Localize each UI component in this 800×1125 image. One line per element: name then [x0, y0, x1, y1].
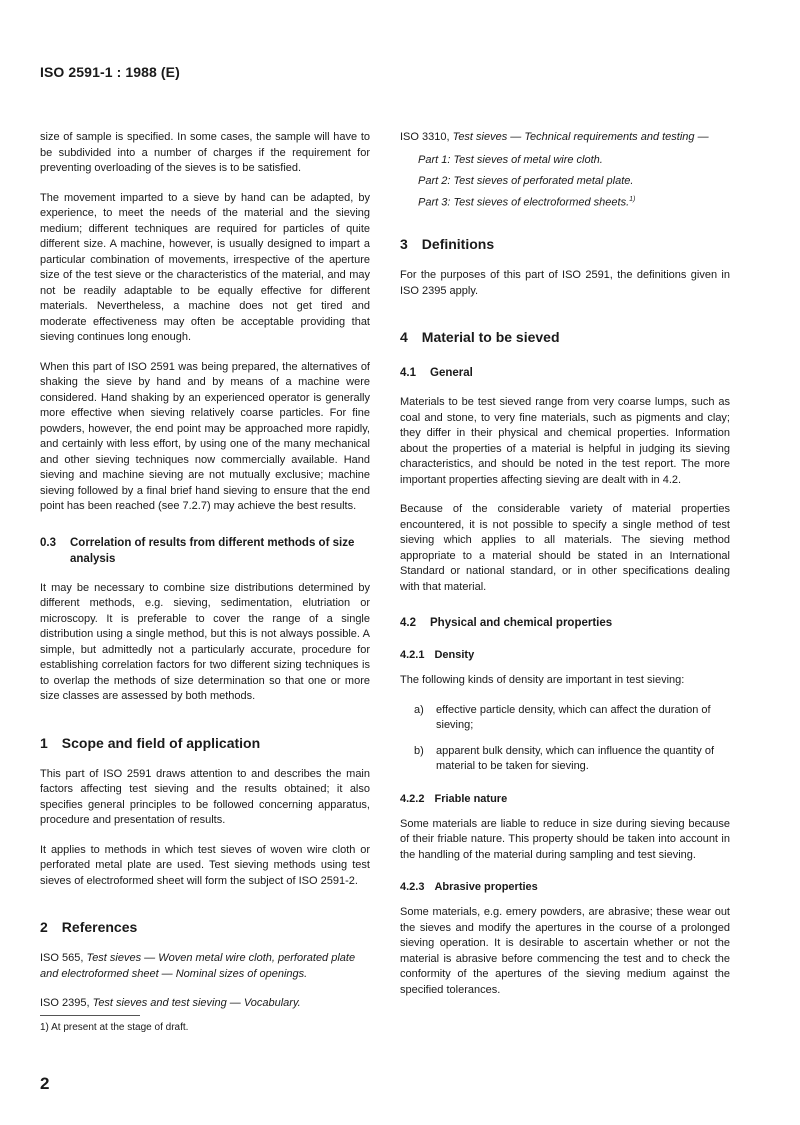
right-column [400, 130, 730, 1012]
section-heading-1 [40, 735, 370, 751]
reference-part: Part 1: Test sieves of metal wire cloth. [418, 153, 603, 166]
list-text: effective particle density, which can affect the duration of sieving; [436, 703, 711, 732]
reference-code: ISO 565, [40, 952, 84, 964]
list-label: a) [414, 703, 424, 716]
section-number: 1 [40, 734, 48, 751]
section-title: General [430, 367, 473, 380]
list-item [414, 703, 730, 734]
page-number: 2 [40, 1074, 50, 1093]
reference-parts [418, 154, 730, 209]
reference-title: Test sieves and test sieving — Vocabulary. [92, 997, 301, 1009]
reference-item [40, 996, 370, 1012]
section-number: 4.2.3 [400, 881, 425, 894]
reference-part-text: Part 3: Test sieves of electroformed sheets. [418, 196, 630, 209]
section-heading-4-2-3 [400, 881, 730, 893]
reference-code: ISO 3310, [400, 131, 450, 143]
paragraph: It may be necessary to combine size distributions determined by different methods, e.g. sieving, sedimentation, elutriation or microscopy. It is preferable to cover the range of a single distribution using a single method, but this is not always possible. A simple, but admittedly not a particularly accurate, procedure for establishing correlation factors for two different sizing techniques is to overlap the methods of size determination so that one or more size classes are assessed by both methods. [40, 581, 370, 702]
paragraph: The movement imparted to a sieve by hand can be adapted, by experience, to meet the needs of the material and the sieving medium; different techniques are required for particles of quite different size. A machine, however, is usually designed to impart a particular combination of movements, irrespective of the aperture size of the test sieve or the characteristics of the material, and may not be readily adaptable to be equally effective for different materials. Nevertheless, a machine does not get tired and moderate effectiveness may often be acceptable providing that sieving continues long enough. [40, 191, 370, 343]
footnote: 1) At present at the stage of draft. [40, 1022, 189, 1033]
reference-item [40, 951, 370, 982]
section-heading-3 [400, 236, 730, 252]
paragraph: Materials to be test sieved range from very coarse lumps, such as coal and stone, to very fine materials, such as pigments and clay; they differ in their physical and chemical properties. Information about the properties of a material is helpful in judging its sieving characteristics, and should be noted in the test report. The more important properties affecting sieving are dealt with in 4.2. [400, 396, 730, 486]
section-title: Material to be sieved [421, 329, 560, 346]
paragraph: Some materials, e.g. emery powders, are abrasive; these wear out the sieves and modify the apertures in the course of a prolonged sieving operation. It is desirable to ascertain whether or not the material is abrasive before commencing the test and to check the conformity of the apertures of the sieving medium against the specified tolerances. [400, 906, 730, 996]
section-title: Scope and field of application [61, 734, 261, 751]
reference-item [400, 130, 730, 146]
section-heading-4-2-1 [400, 649, 730, 661]
section-title: References [61, 919, 138, 935]
section-title: Density [434, 649, 475, 662]
section-number: 4.2.2 [400, 792, 425, 805]
section-title: Physical and chemical properties [430, 617, 613, 630]
paragraph: This part of ISO 2591 draws attention to and describes the main factors affecting test sieving and the results obtained; it also specifies general principles to be followed concerning apparatus, procedure and presentation of results. [40, 767, 370, 826]
paragraph: It applies to methods in which test sieves of woven wire cloth or perforated metal plate are used. Test sieving methods using test sieves of electroformed sheet will form the subject of ISO 2591-2. [40, 843, 370, 887]
section-title: Abrasive properties [434, 881, 538, 894]
paragraph: For the purposes of this part of ISO 2591, the definitions given in ISO 2395 apply. [400, 269, 730, 297]
paragraph: When this part of ISO 2591 was being prepared, the alternatives of shaking the sieve by hand and by means of a machine were considered. Hand shaking by an experienced operator is generally more effective when sieving relatively coarse particles. For fine powders, however, the end point may be approached more rapidly, and certainly with less effort, by using one of the many mechanical and other sieving techniques now commercially available. Hand sieving and machine sieving are not mutually exclusive; machine sieving followed by a final brief hand sieving to ensure that the end point has been reached (see 7.2.7) may achieve the best results. [40, 360, 370, 512]
section-number: 0.3 [40, 536, 56, 549]
footnote-divider [40, 1015, 140, 1016]
page-header: ISO 2591-1 : 1988 (E) [40, 64, 180, 80]
section-title: Friable nature [434, 792, 508, 805]
reference-part: Part 2: Test sieves of perforated metal plate. [418, 174, 634, 187]
reference-part [418, 196, 730, 209]
section-heading-0-3 [40, 535, 370, 567]
section-title: Definitions [421, 236, 495, 253]
section-number: 4.2 [400, 617, 416, 630]
section-number: 4.2.1 [400, 649, 425, 662]
reference-title: Test sieves — Technical requirements and testing — [452, 131, 709, 143]
paragraph: Some materials are liable to reduce in size during sieving because of their friable nature. This property should be taken into account in the handling of the material during sampling and test sieving. [400, 817, 730, 861]
section-number: 4 [400, 329, 408, 346]
section-heading-2 [40, 919, 370, 935]
section-number: 2 [40, 919, 48, 935]
reference-title: Test sieves — Woven metal wire cloth, perforated plate and electroformed sheet — Nominal sizes of openings. [40, 952, 356, 980]
section-heading-4 [400, 329, 730, 345]
left-column [40, 130, 370, 1026]
section-heading-4-2-2 [400, 793, 730, 805]
reference-code: ISO 2395, [40, 997, 90, 1009]
section-title: Correlation of results from different methods of size analysis [70, 536, 355, 565]
paragraph: size of sample is specified. In some cases, the sample will have to be subdivided into a number of charges if the requirement for preventing overloading of the sieves is to be satisfied. [40, 131, 370, 174]
list-label: b) [414, 744, 424, 757]
list-item [414, 744, 730, 775]
paragraph: The following kinds of density are important in test sieving: [400, 674, 685, 687]
footnote-marker: 1) [629, 195, 636, 203]
section-heading-4-1 [400, 365, 730, 381]
section-number: 4.1 [400, 367, 416, 380]
paragraph: Because of the considerable variety of material properties encountered, it is not possible to specify a single method of test sieving which applies to all materials. The sieving method appropriate to a material should be stated in an International Standard or national standard, or in other specifications dealing with that material. [400, 503, 730, 593]
section-number: 3 [400, 236, 408, 253]
list-text: apparent bulk density, which can influence the quantity of material to be taken for sieving. [436, 744, 715, 773]
section-heading-4-2 [400, 615, 730, 631]
